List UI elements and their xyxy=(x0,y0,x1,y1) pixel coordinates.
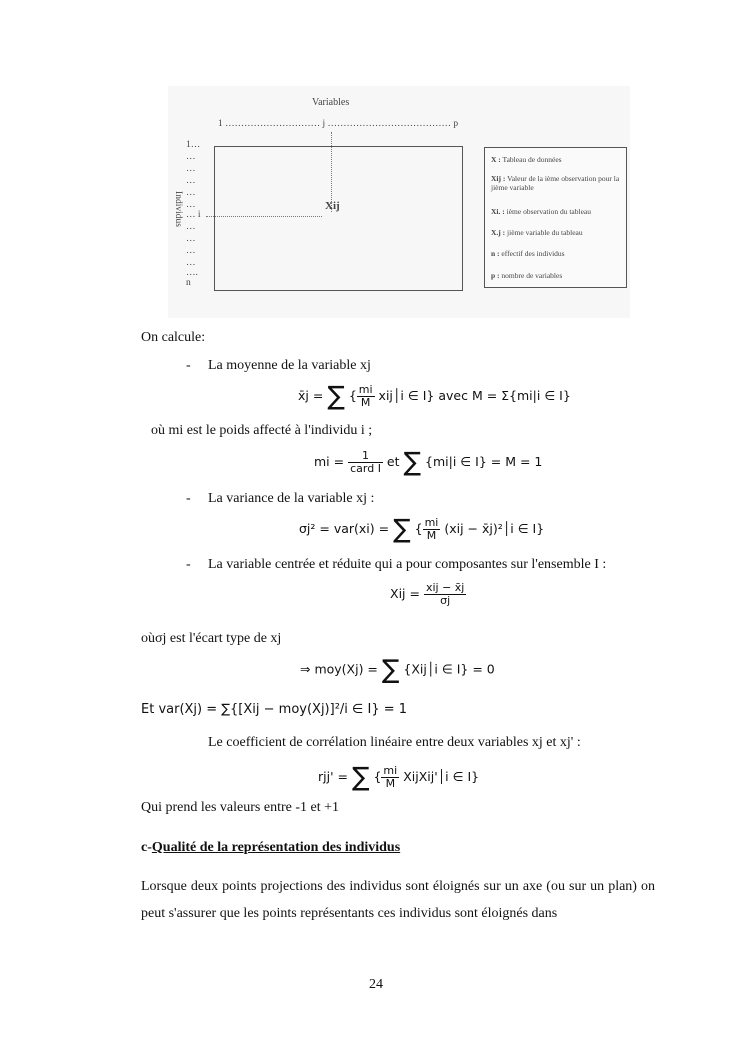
equation-mean: x̄j = ∑ { $\frac{mi}{M}$ xij│i ∈ I} avec M = Σ{mi|i ∈ I} xyxy=(298,381,571,412)
row-label: … xyxy=(186,246,196,256)
page-number: 24 xyxy=(369,977,383,992)
equation-variance: σj² = var(xi) = ∑ { $\frac{mi}{M}$ (xij − x̄j)²│i ∈ I} xyxy=(299,514,545,545)
row-label: … xyxy=(186,200,196,210)
paragraph: Lorsque deux points projections des individus sont éloignés sur un axe (ou sur un plan) on peut s'assurer que les points représentants ces individus sont éloignés dans xyxy=(141,879,655,921)
legend-item: p : nombre de variables xyxy=(491,271,563,280)
figure-legend xyxy=(484,147,627,288)
legend-item: Xi. : ième observation du tableau xyxy=(491,207,591,216)
bullet-dash: - xyxy=(186,358,191,373)
bullet-variance: La variance de la variable xj : xyxy=(208,491,375,506)
cell-label: Xij xyxy=(325,200,340,212)
data-table-box xyxy=(214,146,463,291)
row-label: … xyxy=(186,222,196,232)
section-heading: c-Qualité de la représentation des individus xyxy=(141,840,401,855)
row-label: … xyxy=(186,258,196,268)
row-label: …. xyxy=(186,268,198,278)
bullet-mean: La moyenne de la variable xj xyxy=(208,358,371,373)
equation-var-centered: Et var(Xj) = ∑{[Xij − moy(Xj)]²/i ∈ I} = 1 xyxy=(141,702,408,717)
row-label: … xyxy=(186,152,196,162)
row-label: … xyxy=(186,188,196,198)
equation-correlation: rjj' = ∑ { $\frac{mi}{M}$ XijXij'│i ∈ I} xyxy=(318,762,480,793)
ecart-type-sentence: oùσj est l'écart type de xj xyxy=(141,631,282,646)
equation-weights: mi = $\frac{1}{\text{card I}}$ et ∑ {mi|i ∈ I} = M = 1 xyxy=(314,447,543,478)
coefficient-sentence: Le coefficient de corrélation linéaire entre deux variables xj et xj' : xyxy=(208,735,581,750)
figure-left-axis-title: Individus xyxy=(172,191,183,227)
figure-top-axis: 1 ………………………… j ………………………………… p xyxy=(218,119,459,129)
on-calcule: On calcule: xyxy=(141,330,206,345)
row-label: … i xyxy=(186,210,201,220)
row-label: n xyxy=(186,278,191,288)
equation-centered: Xij = $\frac{\text{xij − x̄j}}{\sigma j}$ xyxy=(390,581,465,607)
bullet-dash: - xyxy=(186,491,191,506)
data-table-figure xyxy=(168,86,630,318)
poids-sentence: où mi est le poids affecté à l'individu i ; xyxy=(151,423,373,438)
row-label: … xyxy=(186,164,196,174)
equation-moyenne: ⇒ moy(Xj) = ∑ {Xij│i ∈ I} = 0 xyxy=(300,655,495,685)
legend-item: X.j : jième variable du tableau xyxy=(491,228,583,237)
figure-title: Variables xyxy=(312,97,350,108)
row-i-guide xyxy=(206,216,322,217)
legend-item: n : effectif des individus xyxy=(491,249,565,258)
row-label: … xyxy=(186,234,196,244)
row-label: 1… xyxy=(186,140,201,150)
row-label: … xyxy=(186,176,196,186)
legend-item: Xij : Valeur de la ième observation pour la jième variable xyxy=(491,174,620,192)
legend-item: X : Tableau de données xyxy=(491,155,562,164)
bullet-centered: La variable centrée et réduite qui a pour composantes sur l'ensemble I : xyxy=(208,557,607,572)
bullet-dash: - xyxy=(186,557,191,572)
values-range: Qui prend les valeurs entre -1 et +1 xyxy=(141,800,339,815)
